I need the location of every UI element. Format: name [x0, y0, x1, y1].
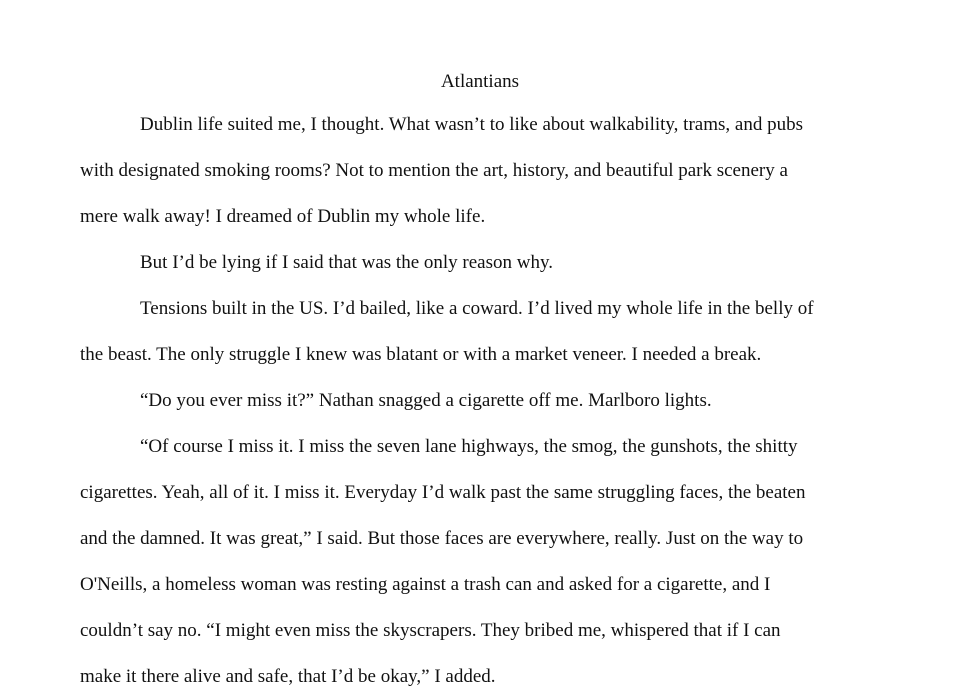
text-line: with designated smoking rooms? Not to mention the art, history, and beautiful park scenery a: [80, 160, 788, 181]
text-line: “Do you ever miss it?” Nathan snagged a cigarette off me. Marlboro lights.: [140, 390, 712, 411]
text-line: the beast. The only struggle I knew was blatant or with a market veneer. I needed a break.: [80, 344, 762, 365]
text-line: O'Neills, a homeless woman was resting against a trash can and asked for a cigarette, and I: [80, 574, 771, 595]
text-line: Dublin life suited me, I thought. What wasn’t to like about walkability, trams, and pubs: [140, 114, 803, 135]
text-line: But I’d be lying if I said that was the only reason why.: [140, 252, 553, 273]
text-line: and the damned. It was great,” I said. But those faces are everywhere, really. Just on the way to: [80, 528, 804, 549]
text-line: Tensions built in the US. I’d bailed, like a coward. I’d lived my whole life in the belly of: [140, 298, 814, 319]
text-line: mere walk away! I dreamed of Dublin my whole life.: [80, 206, 486, 227]
document-page: [80, 62, 880, 700]
document-body: [80, 102, 880, 700]
text-line: “Of course I miss it. I miss the seven lane highways, the smog, the gunshots, the shitty: [140, 436, 798, 457]
text-line: cigarettes. Yeah, all of it. I miss it. Everyday I’d walk past the same struggling faces, the beaten: [80, 482, 806, 503]
text-line: make it there alive and safe, that I’d be okay,” I added.: [80, 666, 496, 687]
text-line: couldn’t say no. “I might even miss the skyscrapers. They bribed me, whispered that if I can: [80, 620, 781, 641]
document-title: Atlantians: [440, 71, 520, 92]
